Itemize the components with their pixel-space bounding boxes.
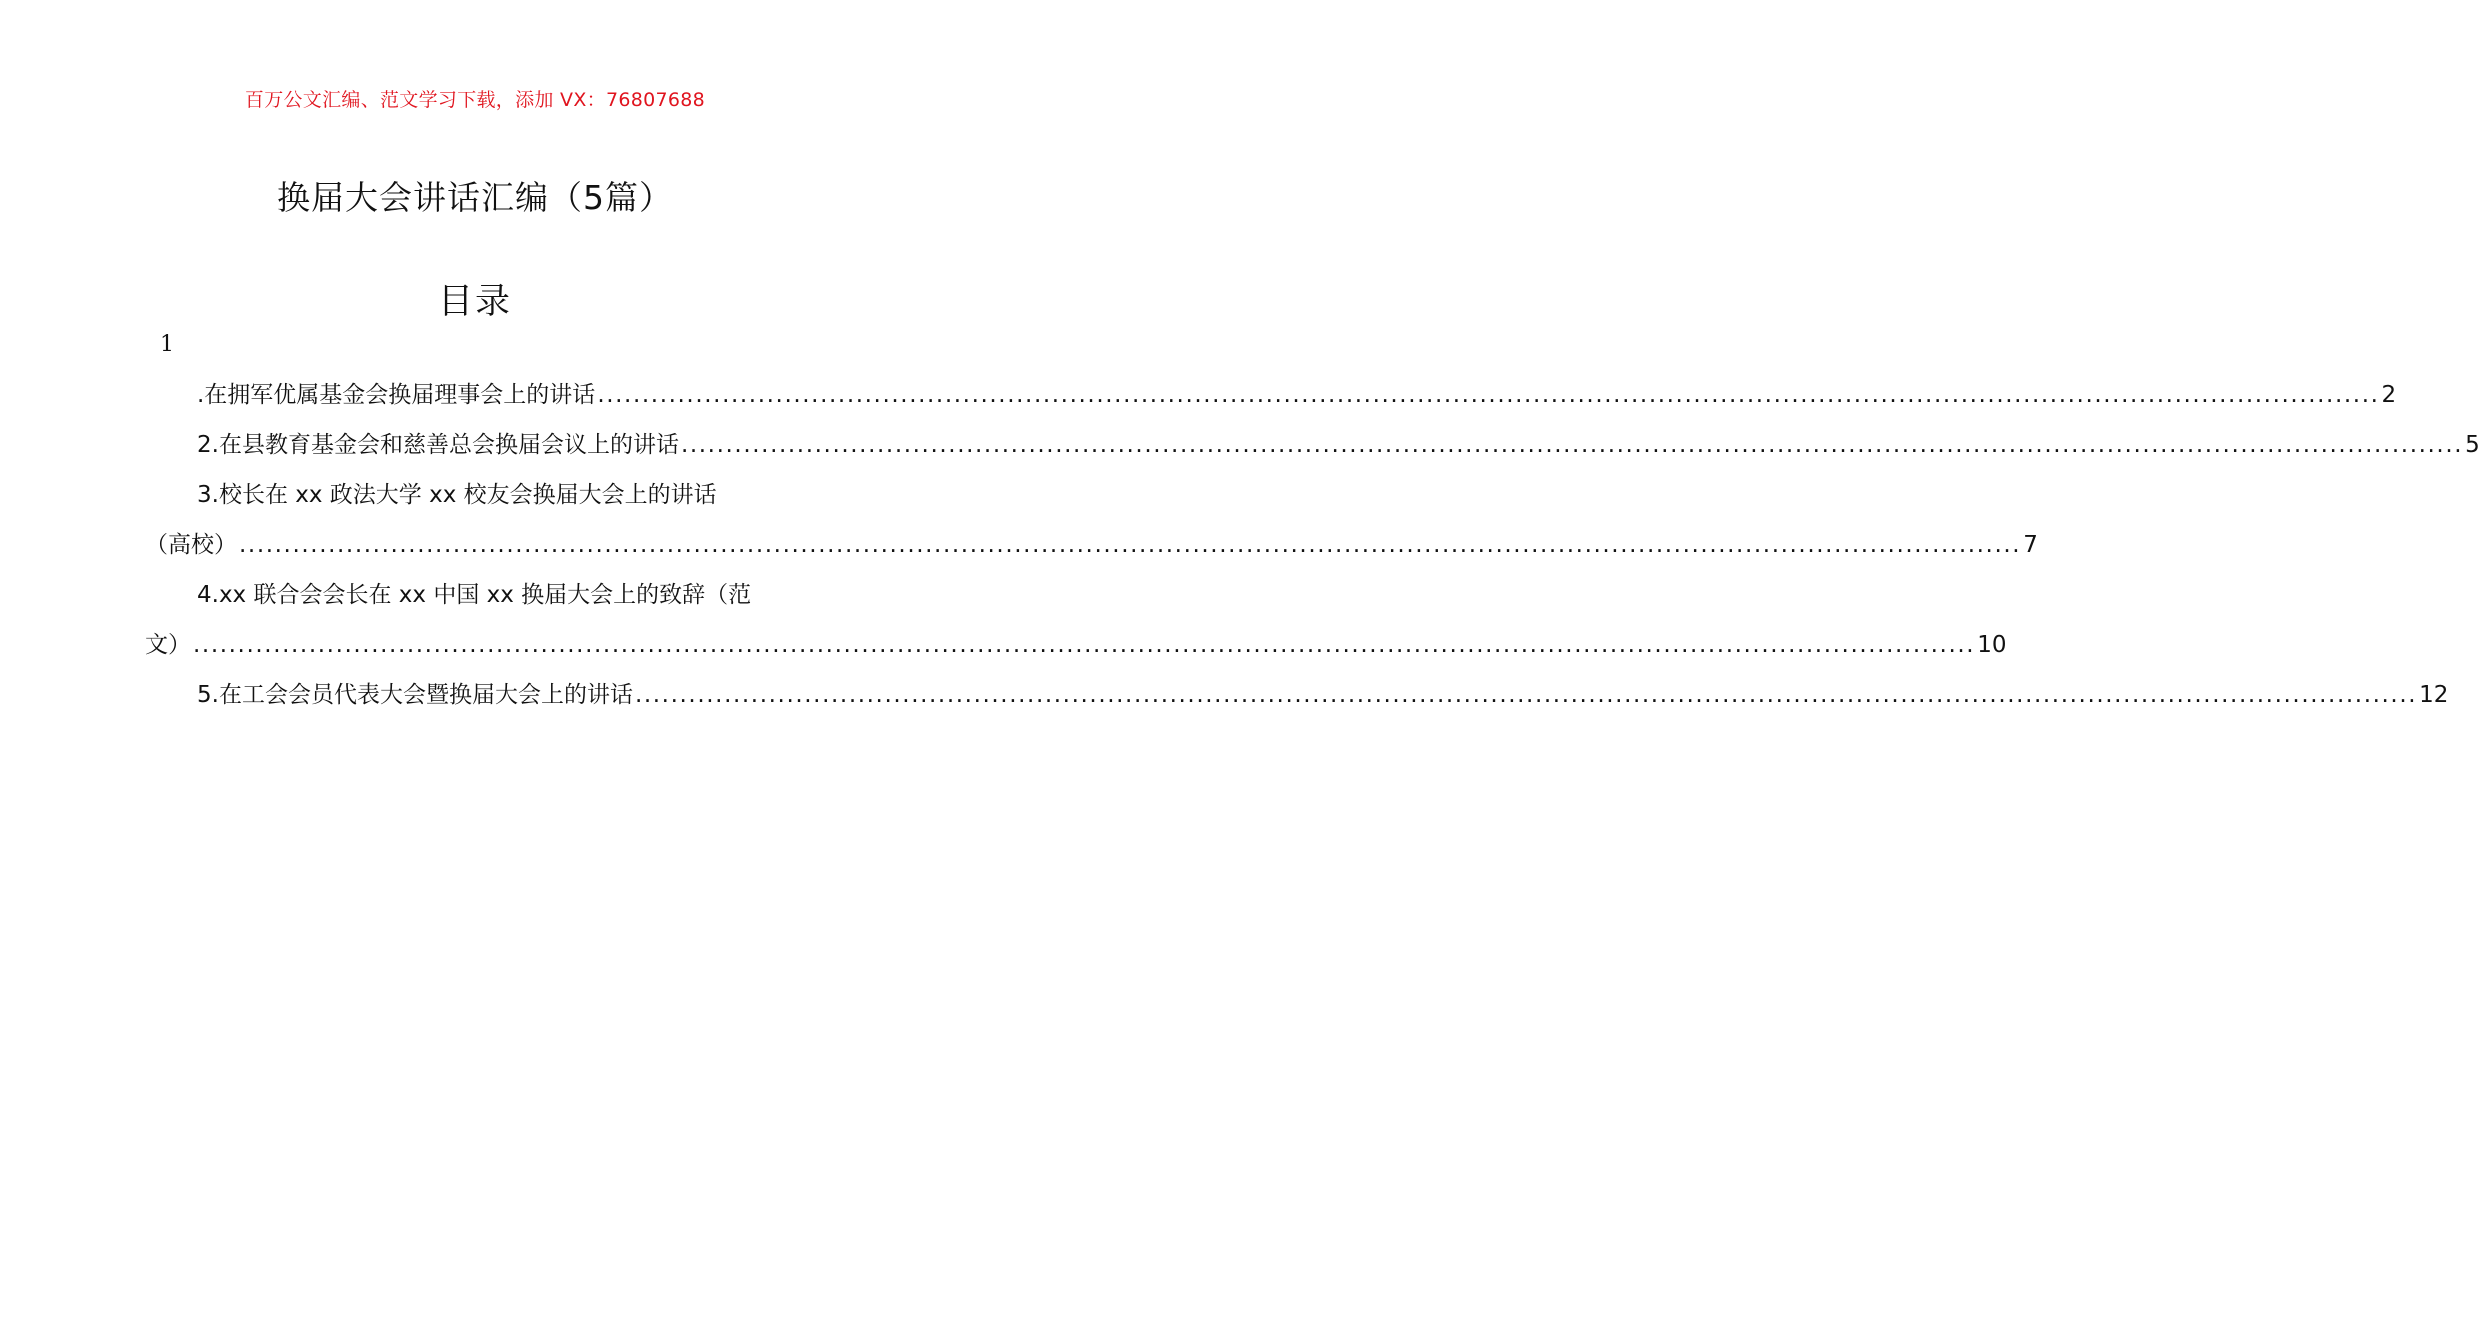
toc-leader-dots: ........................................................................................................................................................................................................	[634, 682, 2418, 708]
toc-entry-text: 5.在工会会员代表大会暨换届大会上的讲话	[197, 682, 633, 708]
toc-entry-4[interactable]	[145, 576, 805, 616]
toc-entry-text: .在拥军优属基金会换届理事会上的讲话	[197, 382, 596, 408]
toc-entry-5[interactable]	[145, 676, 2449, 716]
toc-entry-3-continued[interactable]	[145, 526, 2038, 566]
toc-page-number: 12	[2419, 682, 2449, 708]
toc-entry-4-continued[interactable]	[145, 626, 2007, 666]
document-title: 换届大会讲话汇编（5篇）	[277, 178, 673, 217]
toc-entry-text: 3.校长在 xx 政法大学 xx 校友会换届大会上的讲话	[197, 482, 717, 508]
toc-entry-text: 4.xx 联合会会长在 xx 中国 xx 换届大会上的致辞（范	[197, 582, 752, 608]
toc-entry-1[interactable]	[145, 376, 2397, 416]
toc-page-number: 10	[1977, 632, 2007, 658]
toc-leader-dots: ........................................................................................................................................................................................................	[239, 532, 2022, 558]
list-marker: 1	[160, 332, 174, 357]
toc-entry-text: （高校）	[145, 532, 237, 558]
header-note: 百万公文汇编、范文学习下载，添加 VX：76807688	[244, 89, 706, 111]
toc-entry-text: 文）	[145, 632, 191, 658]
toc-page-number: 7	[2023, 532, 2038, 558]
toc-entry-3[interactable]	[145, 476, 805, 516]
toc-leader-dots: ........................................................................................................................................................................................................	[597, 382, 2380, 408]
toc-entry-2[interactable]	[145, 426, 2480, 466]
toc-leader-dots: ........................................................................................................................................................................................................	[680, 432, 2464, 458]
toc-leader-dots: ........................................................................................................................................................................................................	[193, 632, 1976, 658]
toc-page-number: 2	[2381, 382, 2397, 408]
toc-page-number: 5	[2465, 432, 2480, 458]
toc-entry-text: 2.在县教育基金会和慈善总会换届会议上的讲话	[197, 432, 679, 458]
toc-heading: 目录	[437, 282, 512, 322]
